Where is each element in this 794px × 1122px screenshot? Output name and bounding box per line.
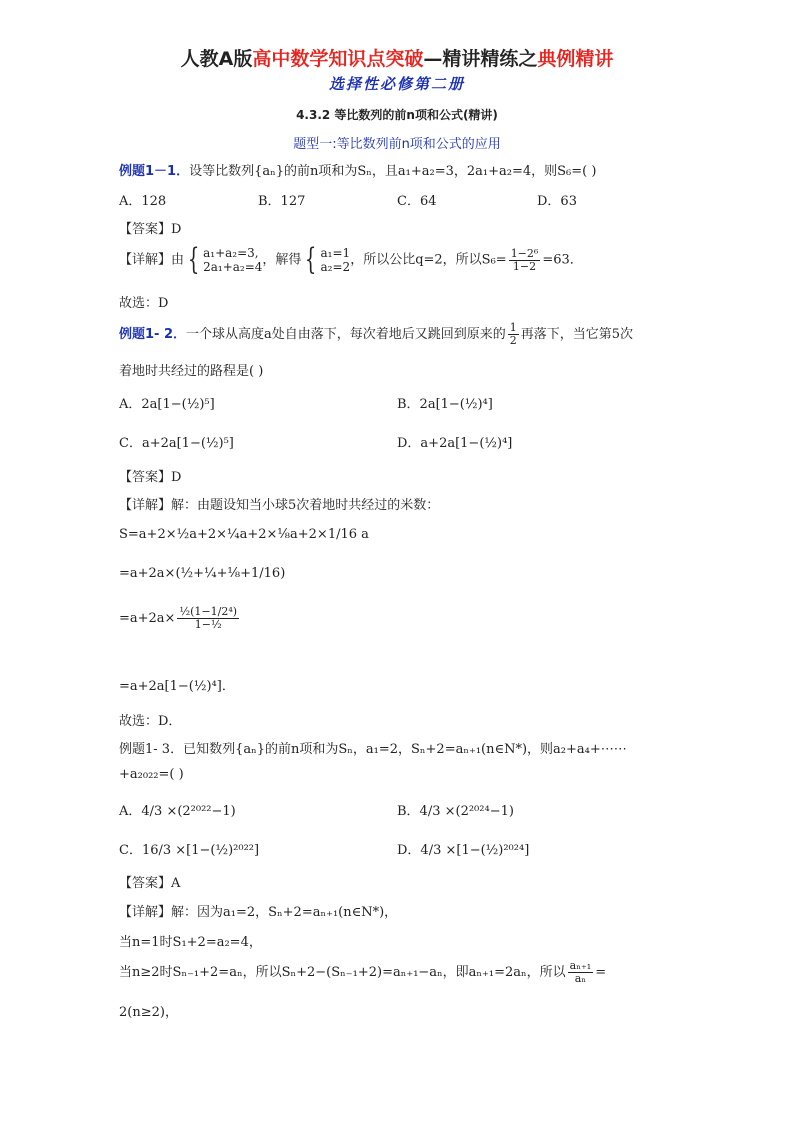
detail-text: =63． — [542, 252, 583, 268]
title-part: —精讲精练之 — [423, 48, 538, 70]
answer: 【答案】D — [119, 222, 182, 237]
detail-text: ，解得 — [262, 252, 302, 268]
example-label: 例题1－1． — [119, 164, 190, 179]
fraction — [509, 248, 541, 273]
title-part: 人教A版 — [180, 48, 253, 70]
solution-detail: 【详解】解：由题设知当小球5次着地时共经过的米数： — [119, 498, 440, 513]
option-d: D．4/3 ×[1−(½)²⁰²⁴] — [397, 843, 530, 858]
solution-line — [119, 960, 606, 985]
question-continuation: +a₂₀₂₂=( ) — [119, 767, 184, 782]
solution-detail: 【详解】解：因为a₁=2，Sₙ+2=aₙ₊₁(n∈N*)， — [119, 905, 398, 920]
solution-line: =a+2a×(½+¼+⅛+1/16) — [119, 566, 286, 581]
fraction-numerator: ½(1−1/2⁴) — [179, 605, 238, 618]
solution-line: 2(n≥2)， — [119, 1005, 178, 1020]
example-1-2-question — [119, 322, 633, 347]
document-title — [0, 44, 794, 71]
title-part: 高中数学知识点突破 — [252, 48, 424, 70]
example-1-3-question: 例题1- 3．已知数列{aₙ}的前n项和为Sₙ，a₁=2，Sₙ+2=aₙ₊₁(n∈N*)，则a₂+a₄+⋯⋯ — [119, 742, 627, 757]
title-part: 典例精讲 — [537, 48, 614, 70]
fraction — [508, 322, 519, 347]
document-subtitle: 选择性必修第二册 — [328, 75, 465, 93]
detail-text: 当n≥2时Sₙ₋₁+2=aₙ，所以Sₙ+2−(Sₙ₋₁+2)=aₙ₊₁−aₙ，即aₙ₊₁=2aₙ，所以 — [119, 965, 566, 980]
answer: 【答案】A — [119, 876, 181, 891]
solution-line: =a+2a[1−(½)⁴]． — [119, 679, 235, 694]
equation-line: a₁+a₂=3, — [203, 246, 259, 260]
fraction-denominator: aₙ — [574, 972, 587, 985]
option-d: D．a+2a[1−(½)⁴] — [397, 436, 513, 451]
fraction-denominator: 1−½ — [194, 618, 222, 631]
detail-text: ，所以公比q=2，所以S₆= — [350, 252, 507, 268]
fraction — [568, 960, 594, 985]
fraction-numerator: aₙ₊₁ — [569, 959, 592, 972]
solution-line — [119, 606, 241, 631]
detail-text: =a+2a× — [119, 611, 176, 626]
option-a: A．4/3 ×(2²⁰²²−1) — [119, 804, 236, 819]
fraction-denominator: 2 — [509, 334, 517, 347]
example-1-1-question — [119, 160, 596, 179]
fraction-denominator: 1−2 — [512, 259, 537, 273]
option-b: B．4/3 ×(2²⁰²⁴−1) — [397, 804, 514, 819]
question-continuation: 着地时共经过的路程是( ) — [119, 364, 264, 379]
option-c: C．64 — [397, 194, 437, 209]
question-text: 设等比数列{aₙ}的前n项和为Sₙ，且a₁+a₂=3，2a₁+a₂=4，则S₆=( ) — [189, 164, 597, 179]
option-a: A．2a[1−(½)⁵] — [119, 397, 215, 412]
lesson-heading: 4.3.2 等比数列的前n项和公式(精讲) — [296, 108, 498, 122]
option-d: D．63 — [537, 194, 577, 209]
answer: 【答案】D — [119, 470, 182, 485]
brace-symbol: { — [187, 242, 200, 277]
fraction-numerator: 1 — [509, 321, 517, 334]
solution-line: S=a+2×½a+2×¼a+2×⅛a+2×1/16 a — [119, 527, 369, 542]
fraction-numerator: 1−2⁶ — [510, 246, 539, 260]
option-c: C．16/3 ×[1−(½)²⁰²²] — [119, 843, 260, 858]
final-choice: 故选：D． — [119, 714, 182, 729]
brace-symbol: { — [305, 242, 317, 277]
option-c: C．a+2a[1−(½)⁵] — [119, 436, 234, 451]
final-choice: 故选：D — [119, 296, 169, 311]
equation-system — [321, 246, 351, 274]
equation-line: a₂=2 — [320, 260, 351, 274]
equation-line: a₁=1 — [320, 246, 351, 260]
option-a: A．128 — [119, 194, 167, 209]
equation-line: 2a₁+a₂=4 — [203, 260, 263, 274]
example-label: 例题1- 2． — [119, 327, 187, 342]
detail-text: 【详解】由 — [119, 252, 185, 268]
solution-line: 当n=1时S₁+2=a₂=4， — [119, 935, 262, 950]
detail-text: = — [595, 965, 607, 980]
topic-heading: 题型一:等比数列前n项和公式的应用 — [293, 137, 501, 152]
option-b: B．127 — [258, 194, 306, 209]
option-b: B．2a[1−(½)⁴] — [397, 397, 493, 412]
question-text: 一个球从高度a处自由落下，每次着地后又跳回到原来的 — [186, 327, 506, 342]
fraction — [177, 606, 239, 631]
question-text: 再落下，当它第5次 — [520, 327, 634, 342]
equation-system — [203, 246, 262, 274]
solution-detail — [119, 242, 583, 277]
